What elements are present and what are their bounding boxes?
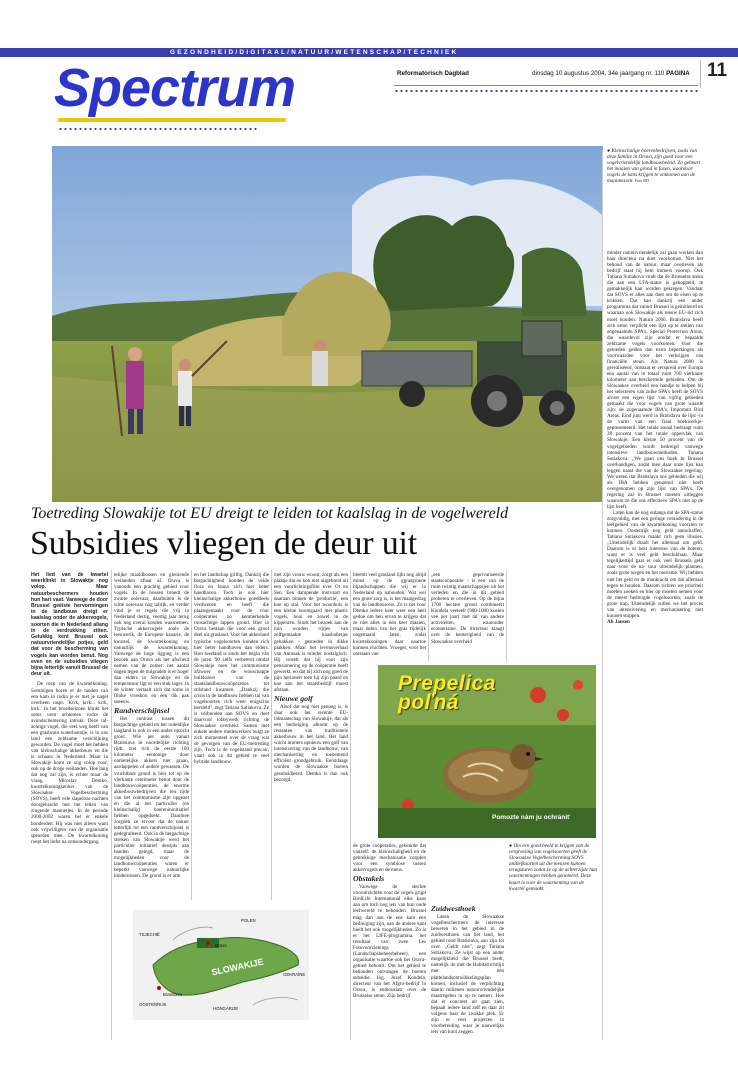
photo-credit: Foto RD: [634, 178, 649, 184]
poster-title: Prepelica poľná: [398, 672, 496, 714]
article-column-5-top: [353, 572, 426, 664]
column-5-text-2: de grote coöperaties, gebeurde dat vanzelf: de kleinschaligheid en de gebrekkige mechanisatie zorgden voor een symbiose tussen akkervogels en de mens.: [353, 843, 426, 874]
column-2-text-2: Het contrast tussen dit bergachtige gebied en het rudeldijke laagland is ook in een ander opzicht groot. Wie per auto vanuit Bratislava in noordelijke richting rijdt, ziet rich de eerste 100 kilometer eentonige door onmetelijke akkers met graan, aardappelen of andere gewassen. De vruchtbare grond is hier tot op de vierkante centimeter benut door de landbouwcoöperaties, de enorme akkerbouwbedrijven die ten tijde van het communisme zijn opgezet en die al het particulier (en kleinschalig) boerenininitiatief hebben opgedoekt. Daarmee zorgden ze ervoor dat de natuur letterlijk tot een randverschijnsel is gedegradeerd. Ook in de bergachtige streken van Slowakije werd het particulier initiatief destijds aan banden gelegd, maar de mogelijkheden voor de landbouwcoöperaties waren er beperkt vanwege natuurlijke hindernissen. De grond is er arm: [114, 716, 189, 880]
orava-marker: [206, 941, 210, 945]
article-column-5-bottom: [353, 843, 426, 1043]
author-byline: Ab Jansen: [607, 618, 630, 625]
issue-date: dinsdag 10 augustus 2004, 34e jaargang nr. 110: [532, 70, 665, 77]
poster-caption-text: Om een goed beeld te krijgen van de vergroeiing van vogelsoorten geeft de Slowaakse Vogelbescherming SOVS anitiefkaarten uit die mensen kunnen terugsturen zodat ze op de achterzijde hun waarnemingen hebben genoteerd. Deze kaart is voor de waarneming van de kwartel gemaakt.: [509, 843, 597, 892]
article-column-6-bottom: [431, 903, 504, 1043]
article-column-1: [31, 572, 108, 1042]
photo-caption: [607, 148, 701, 185]
logo-underline: [58, 118, 286, 122]
publication-name: Reformatorisch Dagblad: [397, 70, 469, 77]
article-headline: Subsidies vliegen de deur uit: [30, 525, 418, 562]
column-rule: [191, 570, 192, 900]
spectrum-logo: Spectrum: [54, 58, 296, 118]
map-label-slowakije: SLOWAKIJE: [210, 956, 265, 978]
article-lead: Het lied van de kwartel weerklinkt in Slowakije nog volop. Maar natuurbeschermers houden hun hart vast. Vanwege de door Brussel geëiste hervormingen in de landbouw dreigt er kaalslag onder de akkervogels, soorten die in Nederland allang in de verdrukking zitten. Gelukkig kent Brussel ook natuurvriendelijke potjes, geld dat voor de bescherming van vogels kan worden benut. Nog even en de subsidies vliegen bijna letterlijk vanuit Brussel de deur uit.: [31, 572, 108, 678]
logo-dotted-rule: [58, 128, 258, 130]
section-heading-obstakels: Obstakels: [353, 874, 385, 884]
column-4-text-2: Alsof dat nog niet genoeg is, is daar ook het recente EU-lidmaatschap van Slowakije, dat als een bedreiging alkomt op de restanten van traditionele akkerbouw in het land. Het land wacht immers opnieuw een golf van intensivering van de landbouw, van mechanisering en toenemend efficiënt grondgebruik. Eerstdaags worden de Slowaakse boeren gesubsidieerd. Demko is dan ook bezorgd.: [274, 703, 348, 783]
issue-info: [532, 70, 690, 77]
map-label-orava: Orava: [215, 943, 227, 948]
column-rule: [506, 570, 507, 662]
column-6-text: „een geprivatiseerde staatscoöperatie - is een van de ruim twintig maatschappijen uit het verleden en die in dit gebied proberen te overleven. Op de bijna 1700 hectare grond combineert Kondela veeteelt (900-1000 koeien vee per jaar) met tal van andere activiteiten, waaronder ecotoerisme. De directeur klaagt over de kenterigheid van de Slowaakse overheid: [431, 572, 504, 645]
caption-bullet-icon: ●: [509, 843, 514, 849]
article-column-6-top: [431, 572, 504, 664]
map-label-polen: POLEN: [241, 918, 256, 923]
section-heading-zuidwesthoek: Zuidwesthoek: [431, 904, 476, 913]
photo-illustration: [52, 146, 603, 502]
map-label-oostenrijk: OOSTENRIJK: [139, 1002, 167, 1007]
column-3-text: en het landschap grillig. Dankzij die bergachtigheid konden de velde flora en fauna zich hier beter handhaven. Toch is ook hier kleinschalige akkerbouw goeddeels verdwenen en heeft die plaatsgemaakt voor de voor coöperaties zo kenmerkende roosachtige lappen grond. Hier in Orava bestaan die voor een groot deel uit grasland. Voor het akkerland typische vogelsoorten konden rich hier beter handhaven dan elders. Hun toestand is sinds het begin van de jaren '90 zelfs verbeterd omdat Slowakije toen het communisme afzwoer en de wouschappe bulldozers van de staatslandbouwcoöperaties tot stilstand kwamen. „Dankzij die crisis in de landbouw hebben tal van vogelsoorten rich weer enigszins hersteld", zegt Tatiana Sutiakova. Ze is verbonden aan SOVS en doet daarvoor lobbywerk richting de Slowaakse overheid. Samen met enkele andere medewerkers buigt ze zich momenteel over de vraag wat de gevolgen van de EU-toetreding zijn. Toch is de vogelstand precair, vaart ook in dit gebied te veel hybride landbouw.: [194, 572, 269, 766]
article-column-7: [607, 250, 703, 1040]
column-rule: [350, 570, 351, 1040]
column-rule: [428, 570, 429, 662]
header-rule: [394, 85, 698, 86]
column-5-text: bleemt veel grasland lijkt nog altijd minst op de ggrasgroene bljandschappen die wij er in Nederland op nahouden. Wat wel een grote zorg is, is het maaigedrag van de landbouwers. Zo is het voor Demko iedere keer weer een heel gedoe om hen ervan te krijgen dat ze niet alles in één keer maaien, maar delen van het gras tijdelijk ongemaaid laten, zodat kwartelkoningen daar naartoe kunnen vluchten. Vroeger, voor het ontstaan van: [353, 572, 426, 657]
column-rule: [271, 570, 272, 900]
page-label: PAGINA: [666, 70, 690, 77]
photo-caption-text: Kleinschalige boerenbedrijven, zoals van deze familie in Orava, zijn goed voor een vogelvriendelijk landbouwbeleid. Zo gebeurt het maaien van grond in fasen, waardoor vogels de kans krijgen te ontkomen aan de maaimessen.: [607, 148, 701, 185]
poster-caption: [509, 843, 599, 892]
bratislava-marker: [157, 986, 161, 990]
column-1-text: De roep van de kwartelkoning. Sommigen horen er de tanden van een kam in rodra je er met je nagel overheen raspt. 'Krrk, krrk... krrk, krrk.' In het broedseizoen klinkt het soms uren achtereen rodra de avondschemering intrukt. Deze tal-achtige vogel, die veel weg heeft van een grasbruin waterhoentje, is in ons land een zeldzame verschijning geworden. De vogel moet het hebben van kleinschalige akkerbouw en die is schaars in Nederland. Maar in Slowakije komt ze nog volop voor, ook op de droge weilanden. Hoe lang dat nog zal zijn, is echter maar de vraag. Miroslav Demko, kwartelkoningkenner van de Slowaakse Vogelbescherming (SOVS), heeft vele slapeloze nachten doorgebracht met het tellen van zingende mannetjes. In de periode 2000-2002 waren het er enkele honderden. Hij was niet alleen want ook vrijwilligers van de organisatie speurden mee. De kwartelkoning roept het liefst na zonsondergang.: [31, 681, 108, 845]
article-column-2: [114, 572, 189, 904]
main-photo-hay-harvest: [52, 146, 603, 502]
map-label-oekraine: OEKRAÏNE: [283, 972, 306, 977]
article-column-3: [194, 572, 269, 904]
map-label-bratislava: Bratislava: [163, 992, 182, 997]
column-4-text: met zijn vrouw woont, zorgt als een plaatje dat en kon niet uitgebreid uit een voorlichtingsfilm over Ot en Sen. Een dampende motvaart en daaraan binnen de 'productie', een koe op stal. Voor het woonhuis is een kleine boomgaard met plastic vogels, hooi en zowel in de kippenren. Sinds het bezoek aan de tuin worden rijtjes van zelfgemaakte kaasballetjes gebakken - gesneden in dikke plakken. Maar het levensverhaal van Antusak is minder nostalgisch. Hij vertelt dat hij voor zijn pensionering op de coöperatie heeft gewerkt, en dat hij zich nog goed de pijn herinnert toen hij zijn paard en koe aan het staatsbedrijf moest afstaan.: [274, 572, 348, 693]
column-7-text-2: Laten kan de nog onlangs dat de SPA-status zorgvuldig, met een geringe verandering in de leefgebied van de kwartelkoning voorzien te kunnen. Oostenrijk nog geld aanschaffen. Tatiana Sutiakova maakt rich geen illusies. „Uiteindelijk draait het allemaal om geld. Daarom is er best interesse van de boeren, want er is veel geld beschikbaar. Maar tegelijkertijd gaat er ook veel Brussels geld naar voor de na- tuur uiteindelijk plannen, zoals grote wegen en het toerisme. Wij hebben niet het geld en de mankracht om dat allemaal tegen te houden. Daarom richten we prioriteit moeten zoeken en hier op moeten nemen voor de meest bedreigde vogelsoorten, zoals de grote trap. Uiteindelijk zullen we het proces van intensivering en mechanisering niet kunnen stoppen.: [607, 510, 703, 619]
header-dotted-rule: [394, 90, 698, 92]
article-subheading: Toetreding Slowakije tot EU dreigt te leiden tot kaalslag in de vogelwereld: [31, 505, 509, 522]
column-6-text-2: Lasen de Slowaakse vogelbeschermers de interesse beweren in het gebied in de zuidwesthoek van het land, het gebied rond Bratislava, aan zijn lot over. „Geldt niet", zegt Tatiana Sutiakova. Ze wijst op een ander mogelijkheid die Brussel biedt, namelijk de met de Habitatrichtlijn met een plattelandsontwikkelingsplan komen, inclusief de verplichting daarin milieuen natuurvriendelijke maatregelen in op te nemen. Hoe dat er concreet uit gaat zien, bepaalt iedere land zelf en daar zit volgens haar de zwakke plek. Er zijn er veel projecten in voorbereiding waar je nauwelijks iets van kunt zeggen.: [431, 914, 504, 1035]
column-2-text: telijke maaldbossen en glooiende weilanden aflaat af. Orava is vanouds een prachtig gebied voor vogels. In de bossen broedt de zwarte ooievaar, daarbuiten is de witte ooievaar nog talrijk, en verder vind je er regels die vrij in Nederland dertig, veertig jaar terug ook nog overal konden waarnemen. Typische akkervogels zoals de leeuwerik, de Europese kanarie, de kwartel, de kwartelkoning en natuurlijk de kwartelkoning. Vanwege de hoge ligging is een bezoek aan Orava als het afscheid nemen van de zomer: het aantal dagen tegen de nulgraden is er hoger dan elders in Slowakije en de temperatuur ligt er een stuk lager. In de winter vertaalt zich dat soms in flinke vrieskou en een dik pak sneeuw.: [114, 572, 189, 705]
section-band-text: GEZONDHEID/DIGITAAL/NATUUR/WETENSCHAP/TECHNIEK: [170, 49, 459, 56]
column-rule: [111, 570, 112, 1040]
section-heading-randverschijnsel: Randverschijnsel: [114, 706, 170, 716]
column-rule: [602, 150, 603, 1040]
caption-bullet-icon: ●: [607, 148, 612, 154]
section-heading-nieuwe-golf: Nieuwe golf: [274, 693, 313, 703]
column-7-text: minder natuurvriendelijk zal gaan werken dan haar directeur nu doet voorkomen. Niet het behoud van de natuur, maar overleven als bedrijf staat bij hem immers voorop. Ook Tatiana Sutiakova vindt dat de Brusselse steun die aan een LFA-status is gekoppeld, te gemakkelijk kan worden gekregen. Vandaar dat SOVS er alles aan doet om de eisen op te krikken. Dat kan dankzij een ander programma dat vanuit Brussel is geïnitieerd en waaraan ook Slowakije als nieuw EU-lid zich moet houden: Natura 2000. Bratislava heeft zich ertoe verplicht een lijst op te stellen van zogenaamde SPA's, Special Protection Areas, die waardevol zijn omdat er bepaalde zeldzame vogels voorkomen. Voor die gebieden gelden dan extra beperkingen als voorwaarden voor het verkrijgen van financiële steun. Als Natura 2000 is gerealiseerd, ontstaat er verspreid over Europa een aantal van in totaal ruim 700 vierkante kilometer aan beschermde gebieden. Om de Slowaakse overheid een handje te helpen bij het selecteren van zulke SPA's heeft de SOVS alvast een eigen lijst van vijftig gebieden gemaakt die voor vogels van grote waarde zijn: de zogenaamde IBA's, Important Bird Areas. Eind juni werd in Bratislava de lijst -in de vorm van een fraai boekwerkje- gepresenteerd. Het totale areaal bedraagt ruim 28 procent van het totale oppervlak van Slowakije. Een kleine 50 procent van de vogelgebieden wordt bedreigd vanwege intensieve landbouwmethoden. Tatiana Sutiakova: „We gaan ons boek in Brussel overhandigen, zodat men daar onze lijst kan leggen naast die van de Slowaakse regering. We weten dat Bratislava ons gebieden die wij als IBA hebben genoemd niet heeft overgenomen op zijn lijst van SPA's. De regering zal in Brussel moeten uitleggen waarom ze die ons effectieve SPA's niet op de lijst heeft.: [607, 250, 703, 510]
column-5-text-3: Vanwege de slechte vooruitzichten voor de vogels grijpt BirdLife International elke kans aan om toch nog iets van hun oude leefwereld te behouden. Brussel mag dan aan de ene kant een bedreiging zijn, aan de andere kant biedt het ook mogelijkheden. Zo is er het LIFE-programma, het resultaat van twee Les Fotovoorzienings (Landschapsbeheerbeheer), een organisatie waartoe ook het Orava-gebied behoort. Om het gebied te behouden ontvangen de boeren subsidie. Ing. Jozef Kondela, directeur van het Afgro-bedrijf in Orava, is enthousiast over de Brusselse steun. Zijn bedrijf: [353, 884, 426, 1000]
poster-subtitle: Pomozte nám ju ochrániť: [492, 814, 571, 821]
map-label-hongarije: HONGARIJE: [213, 1006, 239, 1011]
map-label-tsjechie: TSJECHIË: [139, 932, 160, 937]
page-number: 11: [707, 60, 728, 81]
article-column-4: [274, 572, 348, 1042]
